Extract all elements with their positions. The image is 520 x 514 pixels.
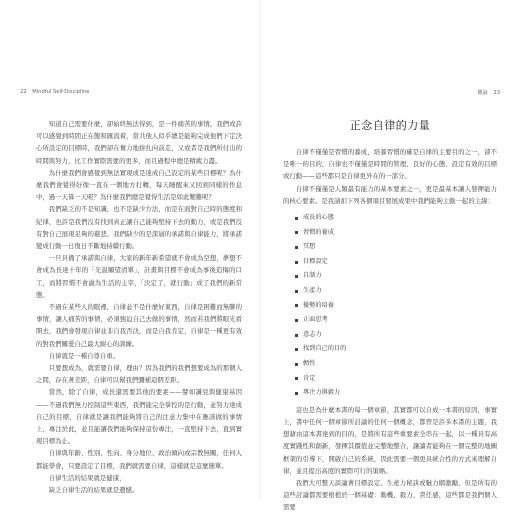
left-page-header xyxy=(20,89,93,95)
paragraph: 一旦具備了承諾與自律，大家的新年新希望就不會成為空想，夢想不會成為長達十年的「光説願望清單」，計畫與目標不會成為事後追悔的口工，而將習慣不會淪為生活的主宰，「決定了，就行動」成了我們的新常態。 xyxy=(36,254,242,299)
paragraph: 自律不僅僅是習慣的養成，培養習慣的確是自律的主要目的之一，卻不是唯一的目的，自律也不僅僅是時間的管理、良好的心態、設定有效的目標或行動——這些都只是自律更外在的一部分。 xyxy=(283,148,497,181)
right-page-header xyxy=(473,89,500,96)
topic-list xyxy=(283,211,497,401)
left-page xyxy=(0,0,260,500)
paragraph: 自律就是一種自尊自重。 xyxy=(48,351,120,360)
paragraph: 自律不僅僅是人類最有能力的基本要素之一，更是最基本讓人發揮能力的核心要素。是我請扣下列各個項目發展成果中我們能夠主動一起的主線： xyxy=(283,184,497,205)
list-item: 意志力 xyxy=(295,328,497,343)
paragraph: 這也是為什麼本書的每一個章節，其實都可以自成一本書的原因，事實上，書中任何一個章節所討論的任何一個概念，都曾是許多本書的主題，我想藉由這本書達到的目的，是將所有這些重要素全串在一起，以一種具有高度實踐性和創新，發揮其價值並完整地整合，讓讀者能夠在一個完整的地圖框架的引導下，開啟自己的系統，因此需要一個更具統合性的方式來理解自律，並且提出高度的實際可行的策略。 xyxy=(283,405,497,475)
paragraph: 自律生活的結果就是健康， xyxy=(48,473,126,482)
list-item: 自制力 xyxy=(295,269,497,284)
section-name: 概論 xyxy=(477,90,488,96)
left-page-number: 22 xyxy=(20,89,27,95)
paragraph: 當然，除了自律，成長還需要其他的要素——譬如識見與健康基因——不過我們無力控制這些東西，我們能完全掌控的是行動，並努力達成自己的目標，自律就是讓我們能夠將自己的注意力集中在應該做的事情上，專注於此，並且能讓我們能夠保持這份專注，一直堅持下去，直到實現目標為止。 xyxy=(36,388,242,446)
list-item: 目標設定 xyxy=(295,255,497,270)
paragraph: 缺乏自律生活的結果就是遺憾。 xyxy=(48,486,139,495)
list-item: 正面思考 xyxy=(295,313,497,328)
list-item: 生產力 xyxy=(295,284,497,299)
paragraph: 知道自己需要什麼，卻始終無法得到，是一件痛苦的事情。我們或許可以感覺到時間正在飽和匯流着，當共他人似乎總是能夠完成他們下定決心所設定的目標時，我們卻在奮力地拚扎向前走，又或者是我們所付出的時間與努力，比工作實際需要的更多，而且過程中總是精疲力盡。 xyxy=(36,120,242,165)
right-page-number: 23 xyxy=(493,90,500,96)
list-item: 韌性 xyxy=(295,357,497,372)
list-item: 專注力與毅力 xyxy=(295,386,497,401)
list-item: 冥想 xyxy=(295,240,497,255)
book-title: Mindful Self-Discipline xyxy=(32,89,90,95)
paragraph: 不過在某些人的眼裡，自律並不是什麼好東西，自律是困難而無聊的事情，讓人痛苦的事情，必須強迫自己去做的事情，然而若我們將眼光看開去，我們會發現自律並非自我否決，而是自我肯定，自律是一種更有效的對我們關愛自己最大耐心的訓練。 xyxy=(36,303,242,348)
list-item: 肯定 xyxy=(295,372,497,387)
paragraph: 自律與年齡、性別、性向、身分地位、政治傾向或宗教無關，任何人都能學會，只要設定了目標，我們就需要自律，這樣就是這麼簡單。 xyxy=(36,449,242,470)
paragraph: 為什麼我們會感覺到無法實現或是達成自己設定的某些目標呢？為什麼我們會覺得好像一直在一個地方打轉，每天睡醒來又回到同樣的作息中，過一天算一天呢？為什麼我們總是覺得生活是如此艱難呢？ xyxy=(36,168,242,202)
paragraph: 只要想成為，就需要自律，理由？因為我們的我們想要成為的那個人之間，存在著差距，自律可以幫我們彌補這個差距。 xyxy=(36,364,242,385)
paragraph: 我們缺乏的不是知識，也不是缺少方法，而是在面對自己時的態度和紀律，也許是我們沒有找到真正讓自己能夠堅持下去的動力，或是我們沒有對自己展現足夠的慈悲，我們缺少的是深層的承諾與自律能力，將承諾變成行動一日復日不斷地持續行動。 xyxy=(36,205,242,251)
right-page xyxy=(260,0,520,512)
list-item: 習慣的養成 xyxy=(295,226,497,241)
list-item: 優勢的培養 xyxy=(295,299,497,314)
list-item: 找到自己的目的 xyxy=(295,342,497,357)
right-page-body xyxy=(283,118,497,514)
section-title: 正念自律的力量 xyxy=(349,119,431,132)
list-item: 成長的心態 xyxy=(295,211,497,226)
paragraph: 我們大可整天談論著目標設定、生產力秘訣或魅力網激勵，但是所有的這些討論都需要根植於一個基礎：動機、毅力、責任感，這些都是我們個人需要 xyxy=(283,478,497,512)
left-page-body xyxy=(36,118,242,496)
